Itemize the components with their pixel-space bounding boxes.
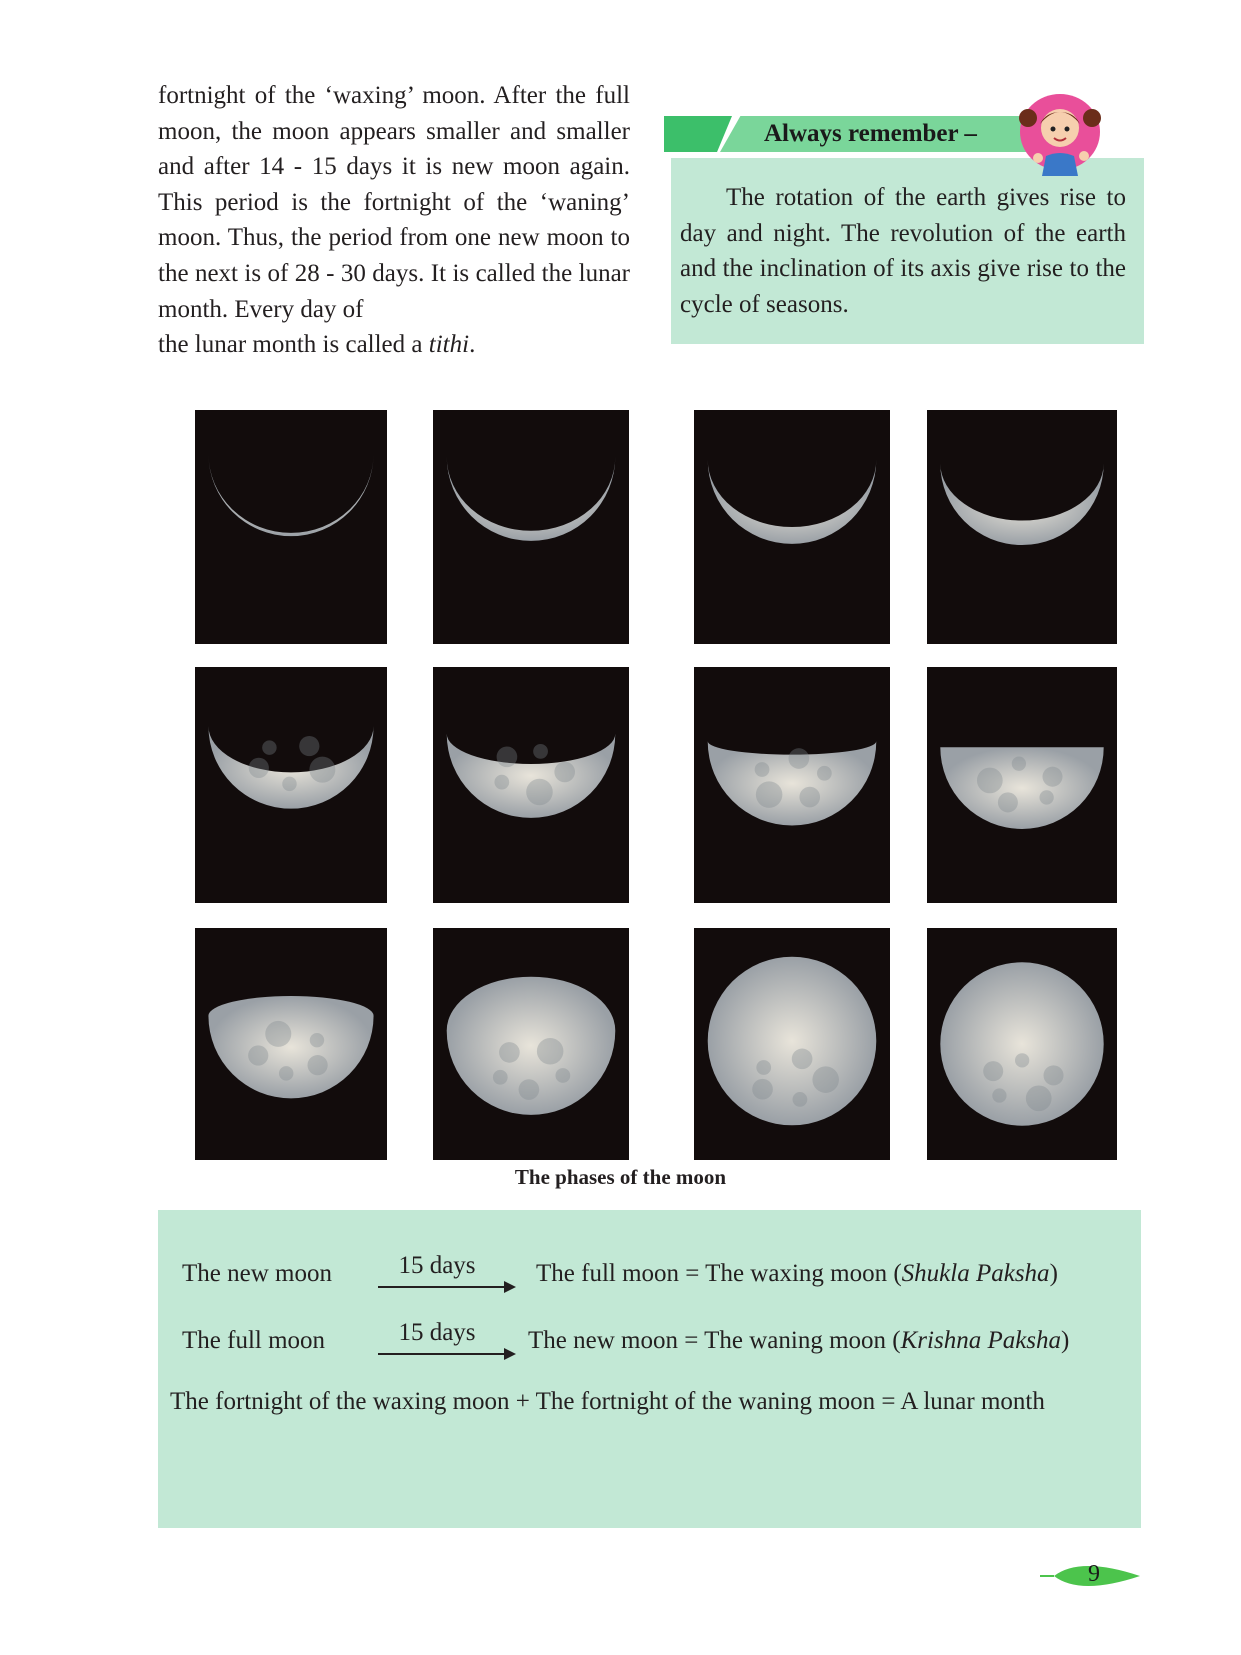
moon-mare xyxy=(756,781,783,808)
moon-mare xyxy=(262,740,276,754)
moon-icon xyxy=(195,928,387,1160)
moon-phase-photo xyxy=(195,928,387,1160)
arrow-head-icon xyxy=(504,1281,516,1293)
remember-banner xyxy=(664,116,1060,152)
moon-mare xyxy=(998,792,1018,812)
intro-last-prefix: the lunar month is called a xyxy=(158,331,429,359)
lunar-month-formula: The fortnight of the waxing moon + The fortnight of the waning moon = A lunar month xyxy=(170,1388,1045,1415)
moon-phase-photo xyxy=(694,410,890,644)
moon-lit-area xyxy=(708,460,877,544)
row2-arrow-label: 15 days xyxy=(398,1319,476,1346)
moon-mare xyxy=(1044,1065,1064,1085)
moon-mare xyxy=(497,747,518,768)
moon-mare xyxy=(310,1033,324,1047)
moon-icon xyxy=(433,410,629,644)
moon-mare xyxy=(812,1066,839,1093)
moon-mare xyxy=(756,1060,771,1075)
moon-mare xyxy=(248,1045,268,1065)
moon-mare xyxy=(307,1055,327,1075)
moon-phase-photo xyxy=(433,667,629,903)
row1-result xyxy=(536,1260,1058,1288)
moon-lit-area xyxy=(447,457,616,541)
intro-last-line xyxy=(158,327,630,363)
moon-lit-area xyxy=(208,996,373,1098)
moon-mare xyxy=(533,744,548,759)
moon-icon xyxy=(195,410,387,644)
figure-caption: The phases of the moon xyxy=(514,1165,727,1189)
intro-paragraph xyxy=(158,78,630,363)
moon-mare xyxy=(519,1079,540,1100)
moon-mare xyxy=(249,758,269,778)
moon-mare xyxy=(992,1088,1006,1102)
moon-mare xyxy=(1043,767,1063,787)
moon-icon xyxy=(694,667,890,903)
moon-phase-photo xyxy=(927,410,1117,644)
intro-last-suffix: . xyxy=(469,331,476,359)
moon-phase-photo xyxy=(433,928,629,1160)
moon-mare xyxy=(494,775,509,790)
moon-mare xyxy=(1026,1085,1052,1111)
moon-mare xyxy=(755,762,770,777)
moon-mare xyxy=(537,1038,564,1065)
moon-mare xyxy=(309,757,335,783)
moon-phase-photo xyxy=(195,667,387,903)
moon-icon xyxy=(195,667,387,903)
moon-mare xyxy=(817,766,832,781)
intro-text: fortnight of the ‘waxing’ moon. After the full moon, the moon appears smaller and smaller and after 14 - 15 days it is new moon again. This period is the fortnight of the ‘waning’ moon. Thus, the period from one new moon to the next is of 28 - 30 days. It is called the lunar month. Every day of xyxy=(158,82,630,323)
row1-arrow xyxy=(378,1252,518,1292)
moon-mare xyxy=(1039,790,1053,804)
tithi-term: tithi xyxy=(428,331,470,359)
moon-mare xyxy=(793,1092,808,1107)
moon-icon xyxy=(433,667,629,903)
moon-mare xyxy=(977,768,1003,794)
moon-mare xyxy=(526,779,553,806)
moon-mare xyxy=(792,1049,813,1070)
arrow-line xyxy=(378,1286,508,1288)
moon-phase-photo xyxy=(927,667,1117,903)
moon-mare xyxy=(299,736,319,756)
row1-arrow-label: 15 days xyxy=(398,1252,476,1279)
moon-icon xyxy=(927,928,1117,1160)
shukla-paksha-term: Shukla Paksha xyxy=(901,1260,1050,1287)
moon-lit-area xyxy=(940,962,1103,1125)
moon-mare xyxy=(493,1070,508,1085)
row2-result-prefix: The new moon = The waning moon ( xyxy=(528,1327,901,1354)
moon-mare xyxy=(555,1068,570,1083)
moon-lit-area xyxy=(708,957,877,1126)
moon-icon xyxy=(927,667,1117,903)
banner-tab xyxy=(664,116,732,152)
remember-text: The rotation of the earth gives rise to day and night. The revolution of the earth and the inclination of its axis give rise to the cycle of seasons. xyxy=(680,184,1126,318)
moon-mare xyxy=(282,777,296,791)
moon-mare xyxy=(752,1079,773,1100)
moon-lit-area xyxy=(447,734,616,818)
moon-mare xyxy=(279,1066,293,1080)
moon-phase-photo xyxy=(927,928,1117,1160)
moon-mare xyxy=(799,787,820,808)
row1-start: The new moon xyxy=(182,1260,332,1287)
moon-icon xyxy=(694,928,890,1160)
arrow-head-icon xyxy=(504,1348,516,1360)
moon-icon xyxy=(694,410,890,644)
moon-mare xyxy=(554,762,575,783)
summary-box xyxy=(158,1210,1141,1528)
moon-mare xyxy=(983,1061,1003,1081)
krishna-paksha-term: Krishna Paksha xyxy=(900,1327,1062,1354)
row2-start: The full moon xyxy=(182,1327,326,1354)
row2-result-suffix: ) xyxy=(1061,1327,1070,1354)
girl-avatar-icon xyxy=(1016,92,1104,176)
moon-phase-photo xyxy=(694,667,890,903)
page-number: 9 xyxy=(1088,1561,1100,1587)
row2-arrow xyxy=(378,1319,518,1359)
moon-mare xyxy=(265,1021,291,1047)
moon-phase-photo xyxy=(433,410,629,644)
moon-icon xyxy=(927,410,1117,644)
moon-mare xyxy=(789,748,810,769)
moon-lit-area xyxy=(208,454,373,537)
row1-result-suffix: ) xyxy=(1049,1260,1058,1287)
row2-result xyxy=(528,1327,1069,1355)
moon-phase-photo xyxy=(195,410,387,644)
moon-icon xyxy=(433,928,629,1160)
moon-mare xyxy=(1015,1053,1029,1067)
moon-lit-area xyxy=(940,463,1103,545)
arrow-line xyxy=(378,1353,508,1355)
remember-title: Always remember – xyxy=(764,120,977,147)
moon-mare xyxy=(499,1042,520,1063)
moon-mare xyxy=(1012,757,1026,771)
moon-lit-area xyxy=(208,726,373,809)
moon-phase-photo xyxy=(694,928,890,1160)
row1-result-prefix: The full moon = The waxing moon ( xyxy=(536,1260,902,1287)
